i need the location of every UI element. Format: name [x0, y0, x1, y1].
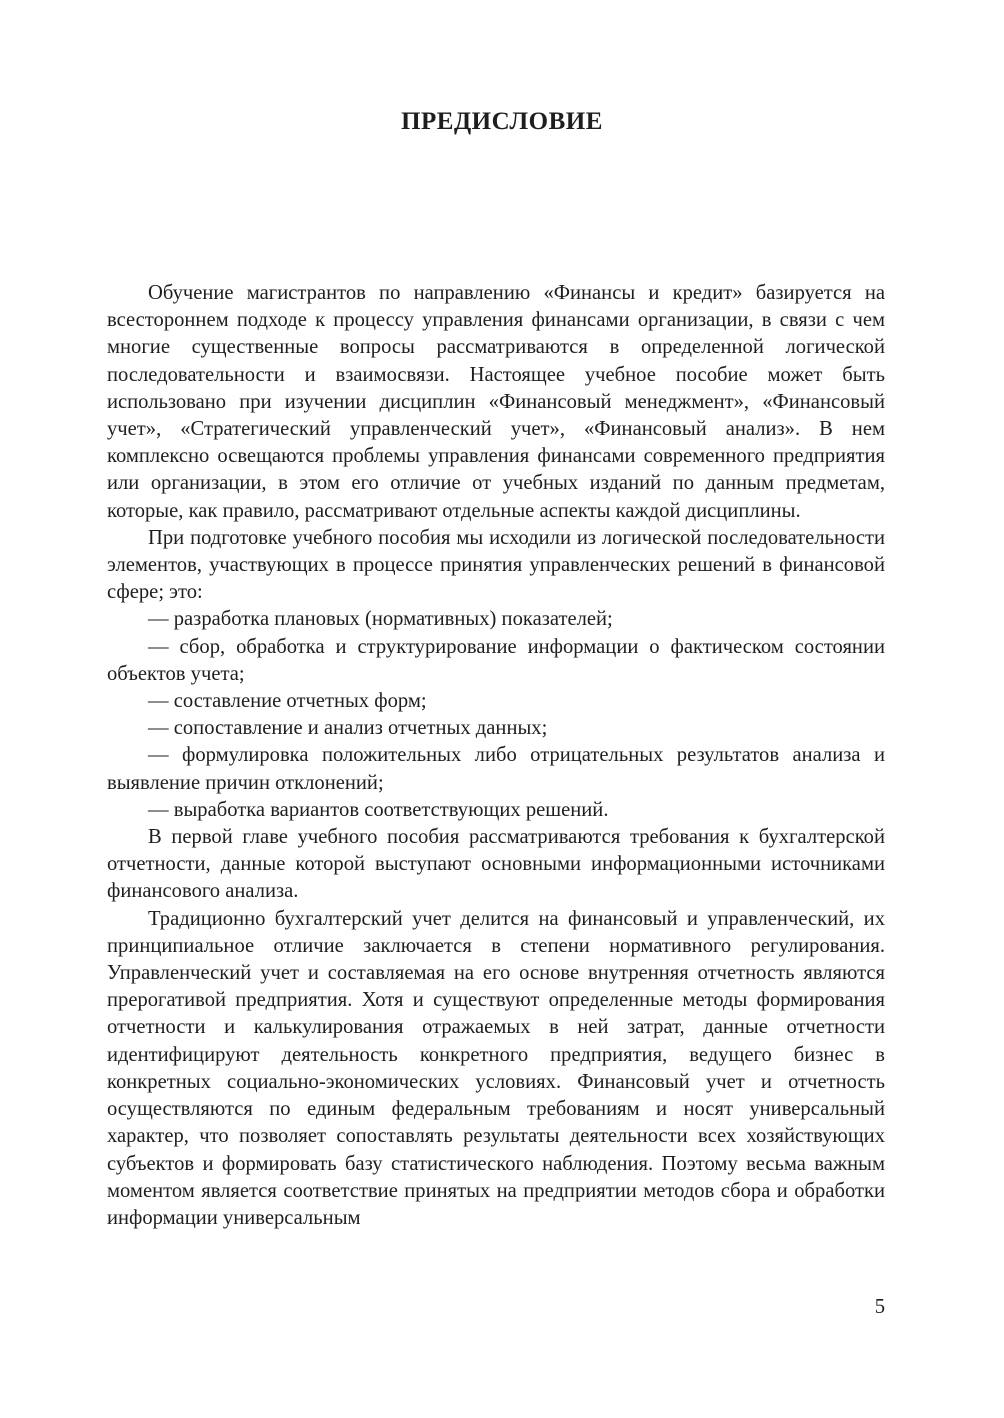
paragraph-intro: Обучение магистрантов по направлению «Финансы и кредит» базируется на всестороннем подходе к процессу управления финансами организации, в связи с чем многие существенные вопросы рассматриваются в определенной логической последовательности и взаимосвязи. Настоящее учебное пособие может быть использовано при изучении дисциплин «Финансовый менеджмент», «Финансовый учет», «Стратегический управленческий учет», «Финансовый анализ». В нем комплексно освещаются проблемы управления финансами современного предприятия или организации, в этом его отличие от учебных изданий по данным предметам, которые, как правило, рассматривают отдельные аспекты каждой дисциплины. — [107, 282, 885, 522]
list-item: — сопоставление и анализ отчетных данных; — [148, 717, 548, 740]
page-number: 5 — [874, 1296, 885, 1318]
list-item: — формулировка положительных либо отрицательных результатов анализа и выявление причин отклонений; — [107, 744, 885, 794]
paragraph-chapter-one: В первой главе учебного пособия рассматриваются требования к бухгалтерской отчетности, данные которой выступают основными информационными источниками финансового анализа. — [107, 826, 885, 903]
list-item: — составление отчетных форм; — [148, 690, 427, 713]
paragraph-accounting: Традиционно бухгалтерский учет делится на финансовый и управленческий, их принципиальное отличие заключается в степени нормативного регулирования. Управленческий учет и составляемая на его основе внутренняя отчетность являются прерогативой предприятия. Хотя и существуют определенные методы формирования отчетности и калькулирования отражаемых в ней затрат, данные отчетности идентифицируют деятельность конкретного предприятия, ведущего бизнес в конкретных социально-экономических условиях. Финансовый учет и отчетность осуществляются по единым федеральным требованиям и носят универсальный характер, что позволяет сопоставлять результаты деятельности всех хозяйствующих субъектов и формировать базу статистического наблюдения. Поэтому весьма важным моментом является соответствие принятых на предприятии методов сбора и обработки информации универсальным — [107, 907, 885, 1229]
list-item: — сбор, обработка и структурирование информации о фактическом состоянии объектов учета; — [107, 635, 885, 685]
list-item: — разработка плановых (нормативных) показателей; — [148, 608, 613, 631]
body-text — [107, 280, 885, 1232]
list-item: — выработка вариантов соответствующих решений. — [148, 798, 609, 821]
page-title: ПРЕДИСЛОВИЕ — [401, 108, 603, 135]
paragraph-approach: При подготовке учебного пособия мы исходили из логической последовательности элементов, участвующих в процессе принятия управленческих решений в финансовой сфере; это: — [107, 526, 885, 604]
